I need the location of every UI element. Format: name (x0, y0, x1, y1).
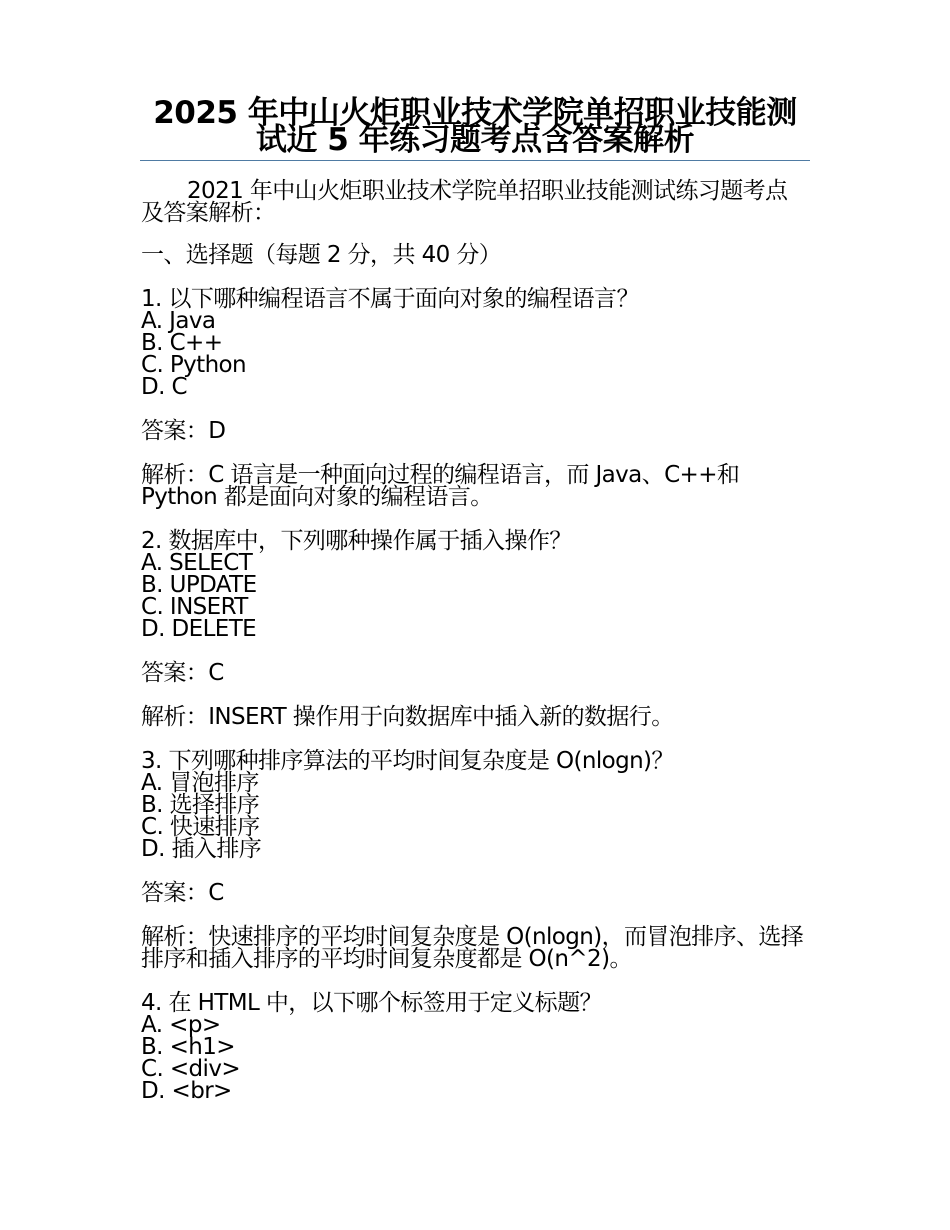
option-list (141, 772, 809, 860)
question-stem: 2. 数据库中，下列哪种操作属于插入操作？ (141, 528, 572, 554)
option-b: B. UPDATE (141, 572, 257, 598)
option-b: B. C++ (141, 330, 223, 356)
question-1 (141, 288, 809, 508)
option-d: D. <br> (141, 1078, 232, 1104)
option-a: A. <p> (141, 1012, 221, 1038)
option-d: D. DELETE (141, 616, 257, 642)
option-list (141, 310, 809, 398)
option-b: B. <h1> (141, 1034, 235, 1060)
document-body (141, 180, 809, 1124)
question-stem: 4. 在 HTML 中，以下哪个标签用于定义标题？ (141, 990, 602, 1016)
option-d: D. C (141, 374, 187, 400)
option-b: B. 选择排序 (141, 792, 260, 818)
option-a: A. 冒泡排序 (141, 770, 259, 796)
document-title: 2025 年中山火炬职业技术学院单招职业技能测试近 5 年练习题考点含答案解析 (153, 95, 797, 158)
option-list (141, 1014, 809, 1102)
answer-line: 答案：C (141, 660, 224, 686)
question-stem: 3. 下列哪种排序算法的平均时间复杂度是 O(nlogn)？ (141, 748, 674, 774)
question-stem: 1. 以下哪种编程语言不属于面向对象的编程语言？ (141, 286, 639, 312)
answer-line: 答案：C (141, 880, 224, 906)
option-c: C. 快速排序 (141, 814, 260, 840)
option-a: A. Java (141, 308, 216, 334)
question-3 (141, 750, 809, 970)
answer-line: 答案：D (141, 418, 226, 444)
option-c: C. <div> (141, 1056, 241, 1082)
option-list (141, 552, 809, 640)
question-4 (141, 992, 809, 1102)
option-d: D. 插入排序 (141, 836, 262, 862)
analysis-paragraph: 解析：INSERT 操作用于向数据库中插入新的数据行。 (141, 704, 674, 730)
option-c: C. INSERT (141, 594, 248, 620)
option-a: A. SELECT (141, 550, 253, 576)
section-heading: 一、选择题（每题 2 分，共 40 分） (141, 242, 502, 268)
intro-paragraph: 2021 年中山火炬职业技术学院单招职业技能测试练习题考点及答案解析： (141, 178, 788, 226)
analysis-paragraph: 解析：快速排序的平均时间复杂度是 O(nlogn)，而冒泡排序、选择排序和插入排序的平均时间复杂度都是 O(n^2)。 (141, 924, 804, 972)
option-c: C. Python (141, 352, 247, 378)
analysis-paragraph: 解析：C 语言是一种面向过程的编程语言，而 Java、C++和 Python 都是面向对象的编程语言。 (141, 462, 740, 510)
question-2 (141, 530, 809, 728)
title-underline (140, 160, 810, 161)
